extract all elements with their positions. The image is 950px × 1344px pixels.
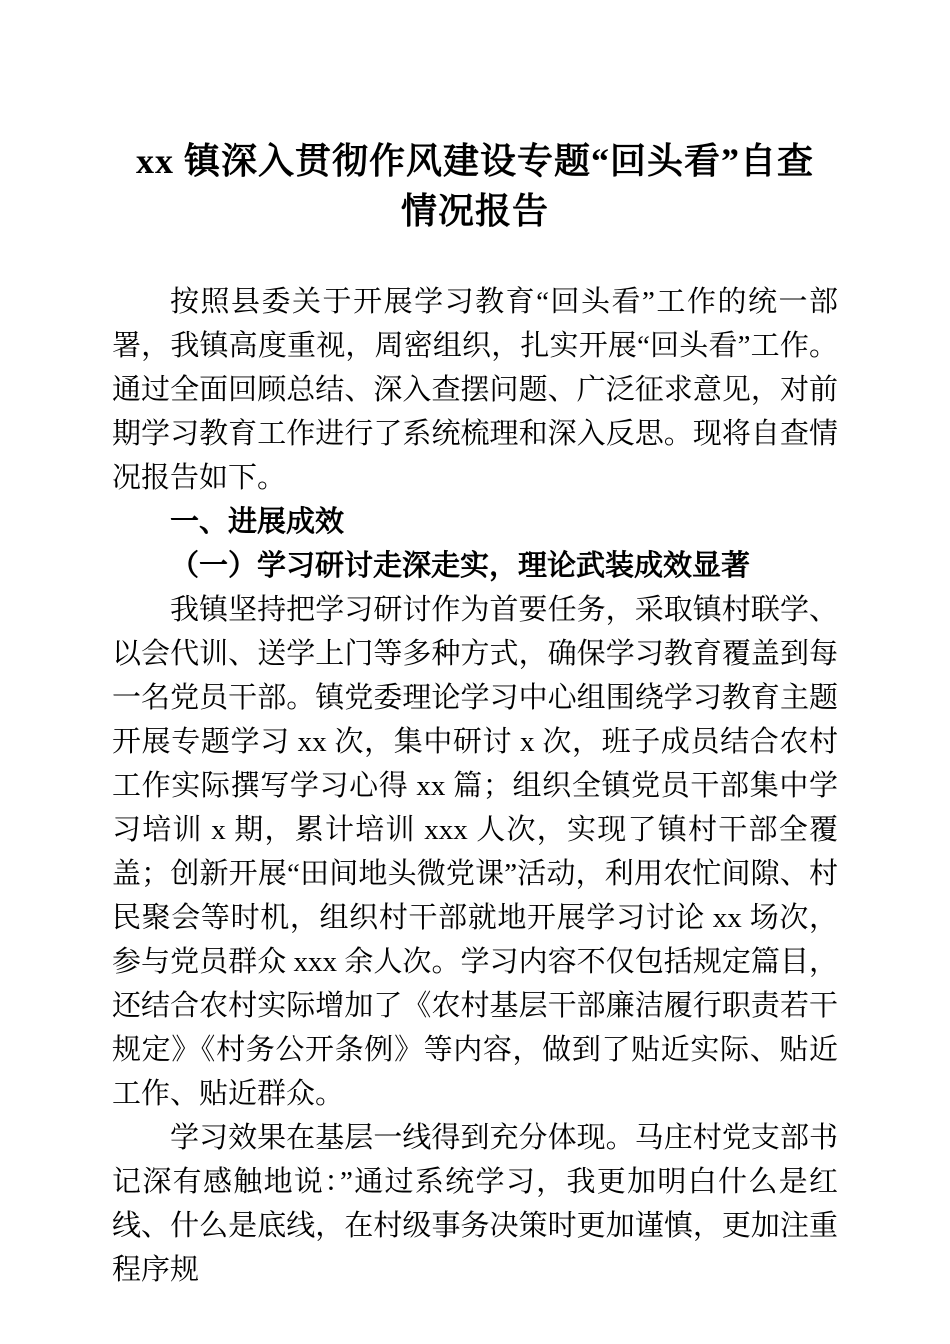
section-heading-progress: 一、进展成效 <box>170 506 345 538</box>
body-paragraph-study-effect: 学习效果在基层一线得到充分体现。马庄村党支部书记深有感触地说：”通过系统学习，我更加明白什么是红线、什么是底线，在村级事务决策时更加谨慎，更加注重程序规 <box>112 1122 838 1286</box>
document-title <box>112 136 838 236</box>
document-title-line-2: 情况报告 <box>400 191 549 231</box>
intro-paragraph: 按照县委关于开展学习教育“回头看”工作的统一部署，我镇高度重视，周密组织，扎实开展“回头看”工作。通过全面回顾总结、深入查摆问题、广泛征求意见，对前期学习教育工作进行了系统梳理和深入反思。现将自查情况报告如下。 <box>112 286 838 494</box>
document-title-line-1: xx 镇深入贯彻作风建设专题“回头看”自查 <box>135 141 814 181</box>
body-paragraph-study-measures: 我镇坚持把学习研讨作为首要任务，采取镇村联学、以会代训、送学上门等多种方式，确保学习教育覆盖到每一名党员干部。镇党委理论学习中心组围绕学习教育主题开展专题学习 xx 次，集中研讨 x 次，班子成员结合农村工作实际撰写学习心得 xx 篇；组织全镇党员干部集中学习培训 x 期，累计培训 xxx 人次，实现了镇村干部全覆盖；创新开展“田间地头微党课”活动，利用农忙间隙、村民聚会等时机，组织村干部就地开展学习讨论 xx 场次，参与党员群众 xxx 余人次。学习内容不仅包括规定篇目，还结合农村实际增加了《农村基层干部廉洁履行职责若干规定》《村务公开条例》等内容，做到了贴近实际、贴近工作、贴近群众。 <box>112 594 838 1110</box>
subsection-heading-study: （一）学习研讨走深走实，理论武装成效显著 <box>170 550 751 582</box>
